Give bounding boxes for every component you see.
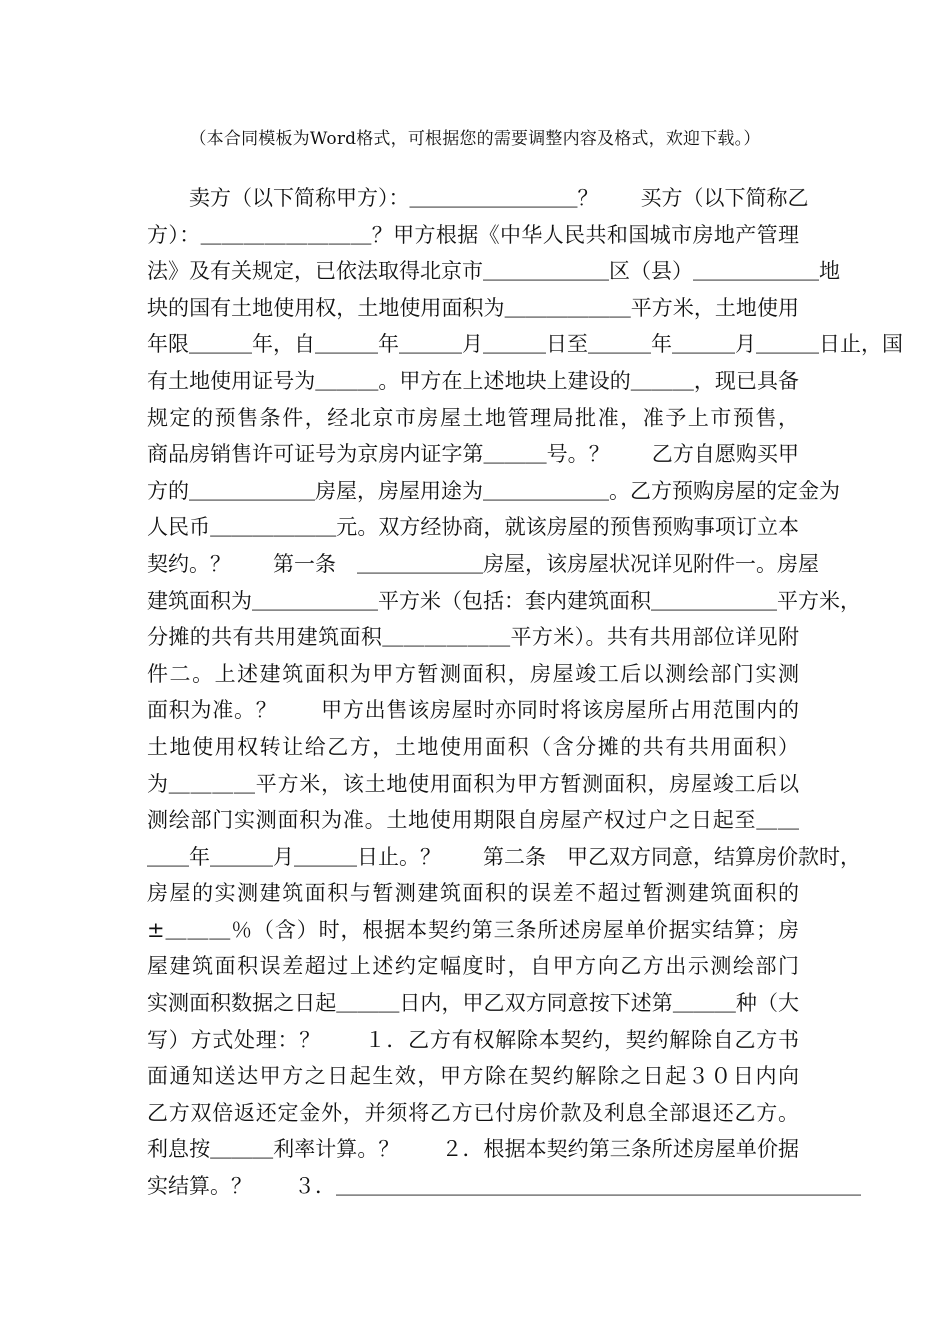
contract-line-26: 乙方双倍返还定金外，并须将乙方已付房价款及利息全部退还乙方。 [147, 1100, 799, 1125]
contract-line-2: 方）：＿＿＿＿＿＿＿＿？甲方根据《中华人民共和国城市房地产管理 [147, 222, 799, 247]
contract-line-16: 土地使用权转让给乙方，土地使用面积（含分摊的共有共用面积） [147, 734, 799, 759]
contract-line-4: 块的国有土地使用权，土地使用面积为＿＿＿＿＿＿平方米，土地使用 [147, 295, 799, 320]
contract-line-19: ＿＿年＿＿＿月＿＿＿日止。？ 第二条 甲乙双方同意，结算房价款时， [147, 844, 861, 869]
contract-line-21: ±＿＿＿％（含）时，根据本契约第三条所述房屋单价据实结算；房 [147, 917, 799, 942]
contract-line-14: 件二。上述建筑面积为甲方暂测面积，房屋竣工后以测绘部门实测 [147, 661, 799, 686]
contract-line-5: 年限＿＿＿年，自＿＿＿年＿＿＿月＿＿＿日至＿＿＿年＿＿＿月＿＿＿日止，国 [147, 332, 903, 357]
contract-line-9: 方的＿＿＿＿＿＿房屋，房屋用途为＿＿＿＿＿＿。乙方预购房屋的定金为 [147, 478, 840, 503]
contract-body [147, 180, 903, 1205]
contract-line-18: 测绘部门实测面积为准。土地使用期限自房屋产权过户之日起至＿＿ [147, 808, 799, 833]
contract-line-28: 实结算。？ ３．＿＿＿＿＿＿＿＿＿＿＿＿＿＿＿＿＿＿＿＿＿＿＿＿＿ [147, 1174, 861, 1199]
contract-line-10: 人民币＿＿＿＿＿＿元。双方经协商，就该房屋的预售预购事项订立本 [147, 515, 799, 540]
contract-line-13: 分摊的共有共用建筑面积＿＿＿＿＿＿平方米）。共有共用部位详见附 [147, 625, 799, 650]
template-note: （本合同模板为Word格式，可根据您的需要调整内容及格式，欢迎下载。） [189, 129, 761, 149]
contract-line-17: 为＿＿＿＿平方米，该土地使用面积为甲方暂测面积，房屋竣工后以 [147, 771, 799, 796]
contract-line-11: 契约。？ 第一条 ＿＿＿＿＿＿房屋，该房屋状况详见附件一。房屋 [147, 551, 819, 576]
contract-line-3: 法》及有关规定，已依法取得北京市＿＿＿＿＿＿区（县）＿＿＿＿＿＿地 [147, 259, 840, 284]
contract-line-6: 有土地使用证号为＿＿＿。甲方在上述地块上建设的＿＿＿，现已具备 [147, 368, 799, 393]
contract-line-12: 建筑面积为＿＿＿＿＿＿平方米（包括：套内建筑面积＿＿＿＿＿＿平方米， [147, 588, 861, 613]
contract-line-23: 实测面积数据之日起＿＿＿日内，甲乙双方同意按下述第＿＿＿种（大 [147, 991, 799, 1016]
contract-line-25: 面通知送达甲方之日起生效，甲方除在契约解除之日起３０日内向 [147, 1064, 799, 1089]
contract-line-20: 房屋的实测建筑面积与暂测建筑面积的误差不超过暂测建筑面积的 [147, 881, 799, 906]
contract-line-8: 商品房销售许可证号为京房内证字第＿＿＿号。？ 乙方自愿购买甲 [147, 442, 799, 467]
contract-line-22: 屋建筑面积误差超过上述约定幅度时，自甲方向乙方出示测绘部门 [147, 954, 799, 979]
contract-line-24: 写）方式处理：？ １．乙方有权解除本契约，契约解除自乙方书 [147, 1027, 799, 1052]
contract-line-27: 利息按＿＿＿利率计算。？ ２．根据本契约第三条所述房屋单价据 [147, 1137, 799, 1162]
contract-line-15: 面积为准。？ 甲方出售该房屋时亦同时将该房屋所占用范围内的 [147, 698, 799, 723]
contract-line-1: 卖方（以下简称甲方）：＿＿＿＿＿＿＿＿？ 买方（以下简称乙 [147, 186, 809, 210]
contract-line-7: 规定的预售条件，经北京市房屋土地管理局批准，准予上市预售， [147, 405, 799, 430]
